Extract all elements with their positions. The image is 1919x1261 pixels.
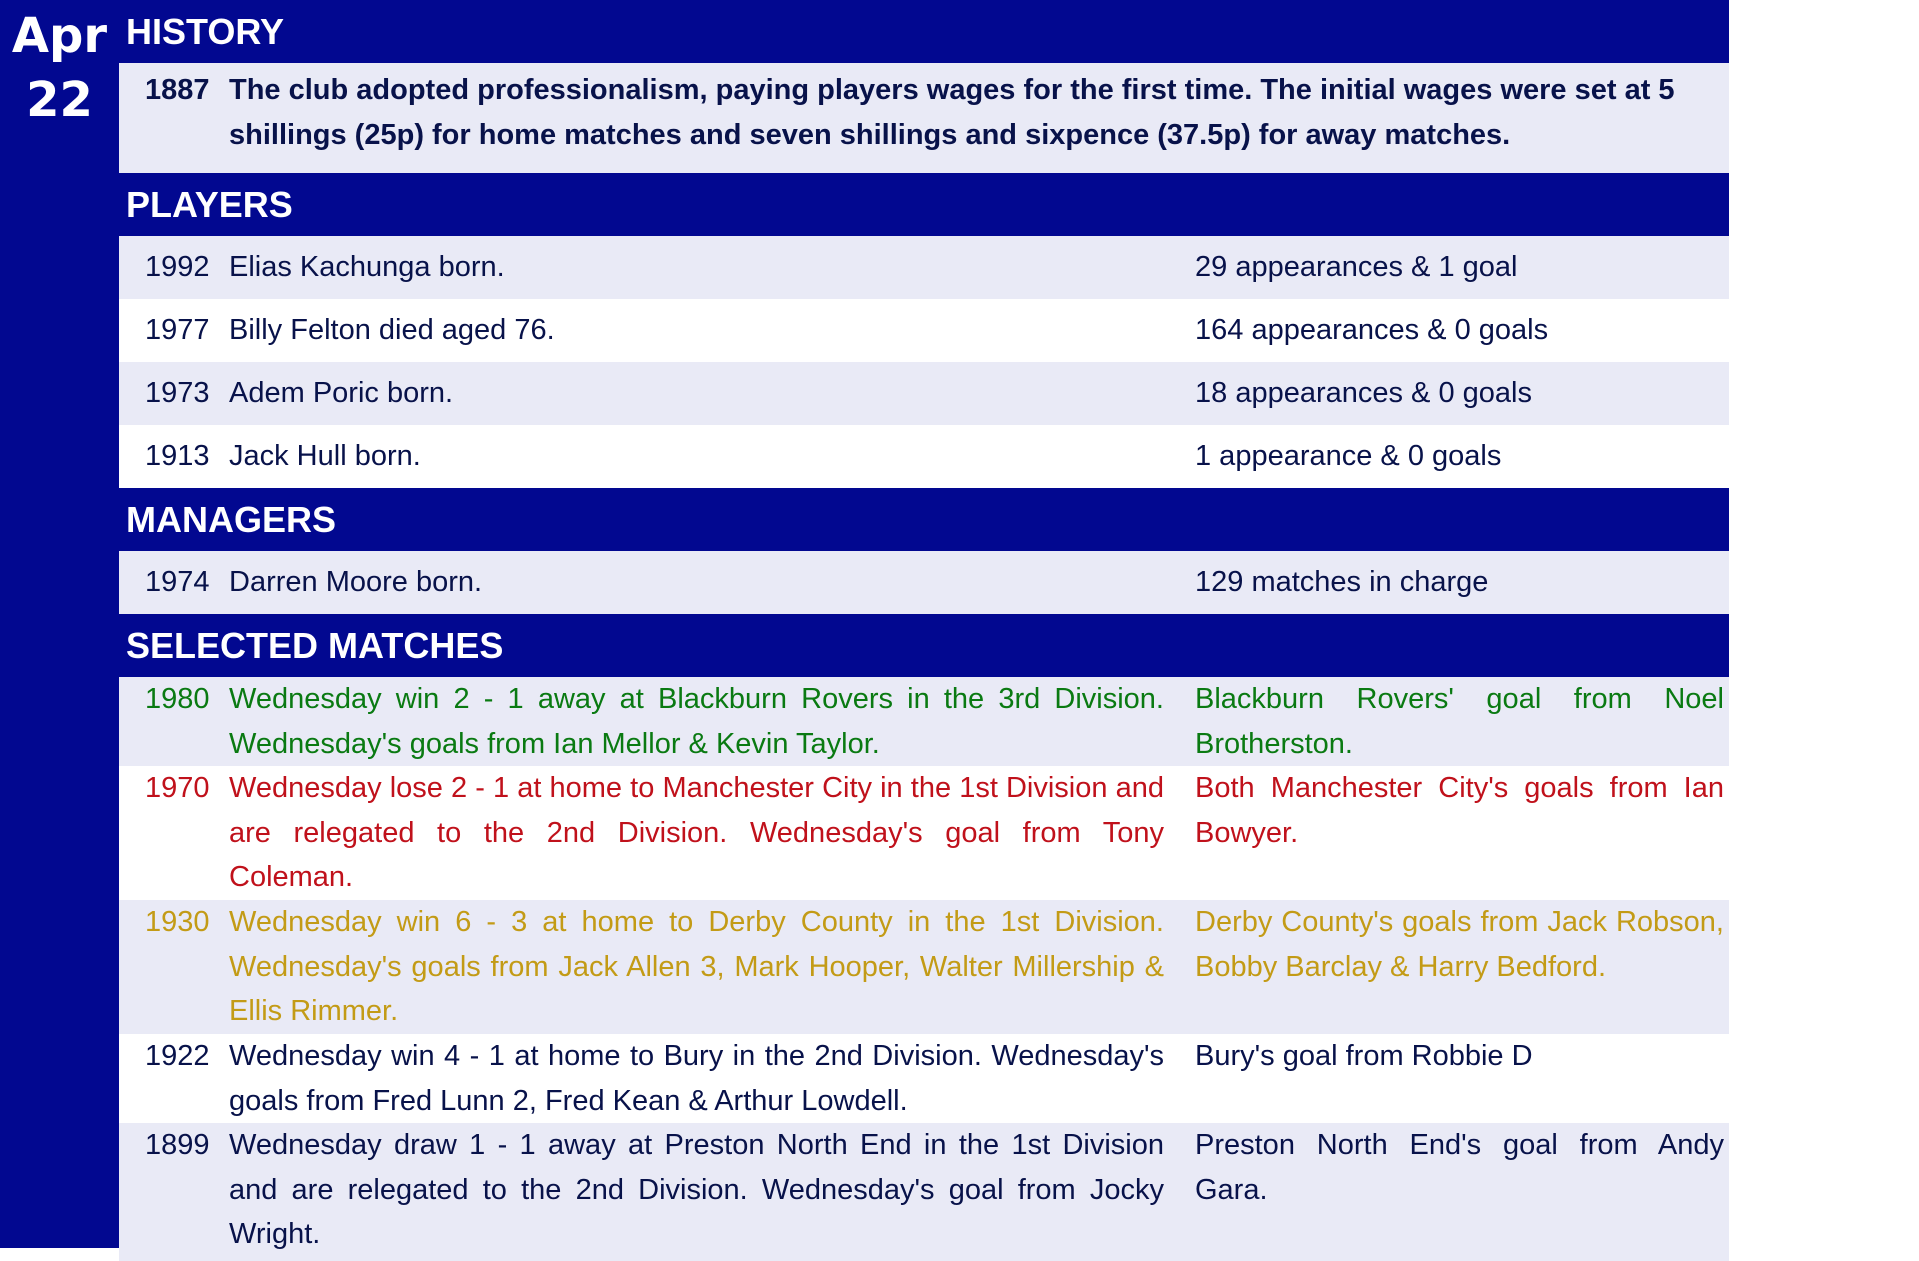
match-row: [119, 900, 1729, 1034]
match-year: 1930: [145, 906, 210, 938]
player-note: 164 appearances & 0 goals: [1195, 314, 1549, 346]
player-note: 29 appearances & 1 goal: [1195, 251, 1518, 283]
manager-note: 129 matches in charge: [1195, 566, 1489, 598]
manager-year: 1974: [145, 566, 210, 598]
match-year: 1922: [145, 1040, 210, 1072]
date-month: Apr: [11, 8, 108, 64]
player-note: 1 appearance & 0 goals: [1195, 440, 1502, 472]
history-heading: HISTORY: [119, 0, 1729, 63]
player-row: [119, 299, 1729, 362]
match-note: Bury's goal from Robbie D: [1195, 1040, 1533, 1072]
player-row: [119, 236, 1729, 299]
player-year: 1977: [145, 314, 210, 346]
players-heading: PLAYERS: [119, 173, 1729, 236]
match-year: 1899: [145, 1129, 210, 1161]
player-year: 1973: [145, 377, 210, 409]
match-row: [119, 766, 1729, 900]
history-year: 1887: [145, 74, 210, 106]
match-note: Both Manchester City's goals from Ian Bowyer.: [1195, 772, 1724, 849]
player-year: 1913: [145, 440, 210, 472]
match-row: [119, 677, 1729, 766]
match-note: Preston North End's goal from Andy Gara.: [1195, 1129, 1724, 1206]
manager-row: [119, 551, 1729, 614]
history-row: [119, 63, 1729, 173]
managers-heading: MANAGERS: [119, 488, 1729, 551]
match-year: 1980: [145, 683, 210, 715]
match-note: Blackburn Rovers' goal from Noel Brotherston.: [1195, 683, 1724, 760]
match-row: [119, 1034, 1729, 1123]
player-text: Billy Felton died aged 76.: [229, 314, 555, 346]
player-row: [119, 362, 1729, 425]
match-text: Wednesday draw 1 - 1 away at Preston North End in the 1st Division and are relegated to the 2nd Division. Wednesday's goal from Jocky Wright.: [229, 1129, 1164, 1251]
date-day: 22: [26, 72, 93, 128]
content-panel: [119, 0, 1729, 1261]
matches-heading: SELECTED MATCHES: [119, 614, 1729, 677]
match-note: Derby County's goals from Jack Robson, Bobby Barclay & Harry Bedford.: [1195, 906, 1724, 983]
player-text: Jack Hull born.: [229, 440, 421, 472]
match-text: Wednesday win 6 - 3 at home to Derby County in the 1st Division. Wednesday's goals from Jack Allen 3, Mark Hooper, Walter Millership & Ellis Rimmer.: [229, 906, 1164, 1028]
player-text: Elias Kachunga born.: [229, 251, 505, 283]
player-text: Adem Poric born.: [229, 377, 454, 409]
match-text: Wednesday win 4 - 1 at home to Bury in the 2nd Division. Wednesday's goals from Fred Lunn 2, Fred Kean & Arthur Lowdell.: [229, 1040, 1164, 1117]
history-text: The club adopted professionalism, paying players wages for the first time. The initial wages were set at 5 shillings (25p) for home matches and seven shillings and sixpence (37.5p) for away matches.: [229, 74, 1675, 151]
match-year: 1970: [145, 772, 210, 804]
player-row: [119, 425, 1729, 488]
player-year: 1992: [145, 251, 210, 283]
match-text: Wednesday win 2 - 1 away at Blackburn Rovers in the 3rd Division. Wednesday's goals from Ian Mellor & Kevin Taylor.: [229, 683, 1164, 760]
player-note: 18 appearances & 0 goals: [1195, 377, 1532, 409]
match-row: [119, 1123, 1729, 1261]
manager-text: Darren Moore born.: [229, 566, 483, 598]
match-text: Wednesday lose 2 - 1 at home to Manchester City in the 1st Division and are relegated to the 2nd Division. Wednesday's goal from Tony Coleman.: [229, 772, 1164, 894]
date-sidebar: [0, 0, 119, 1248]
